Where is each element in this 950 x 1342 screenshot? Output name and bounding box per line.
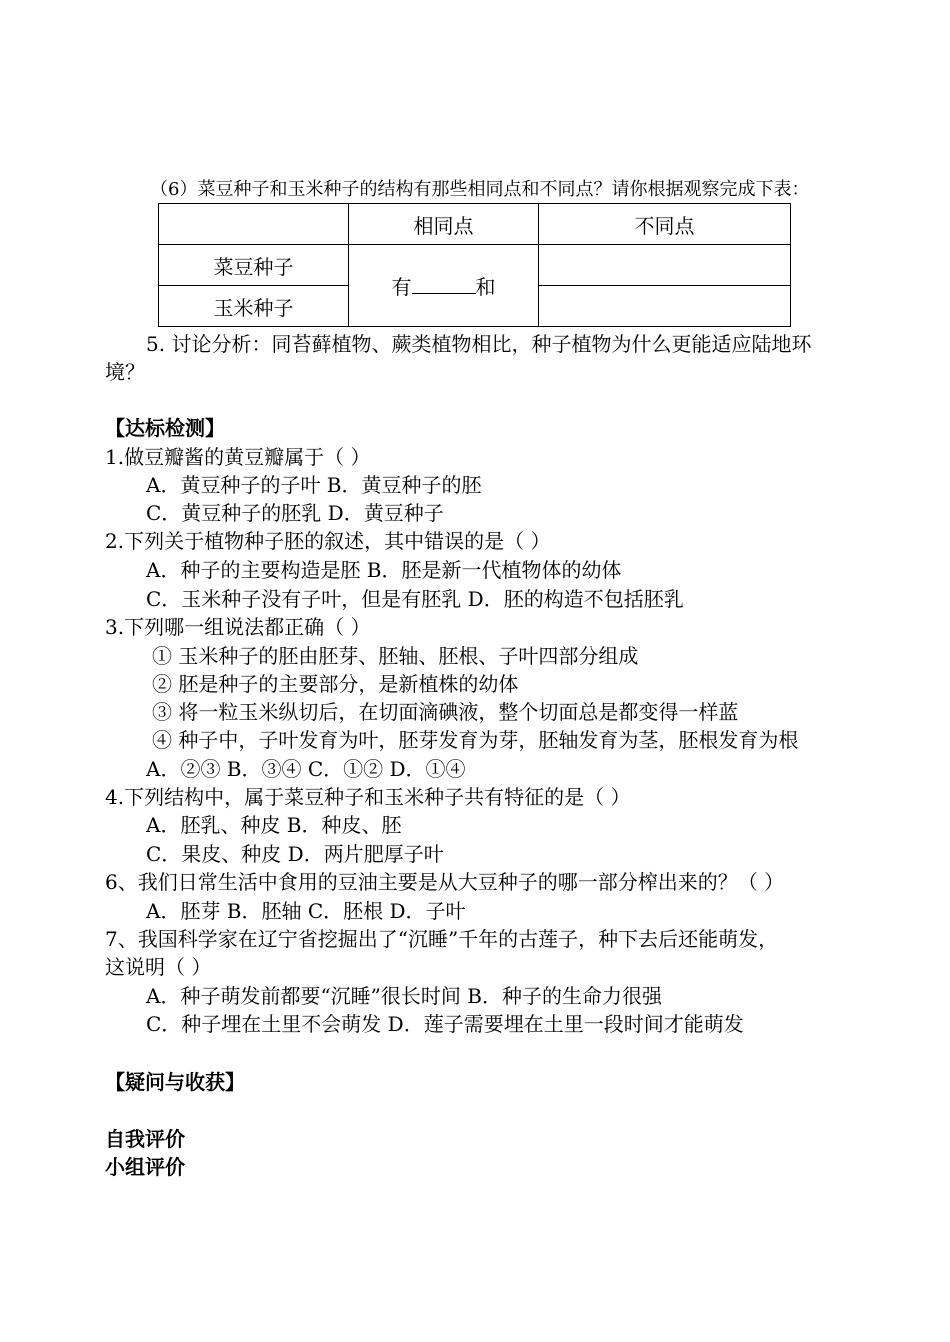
q4-options-line1: A．胚乳、种皮 B．种皮、胚 xyxy=(146,813,402,837)
question-4: 4.下列结构中，属于菜豆种子和玉米种子共有特征的是（ ） xyxy=(105,785,631,809)
question-6-intro: （6）菜豆种子和玉米种子的结构有那些相同点和不同点？请你根据观察完成下表： xyxy=(150,179,810,200)
section-test-heading: 【达标检测】 xyxy=(105,416,225,440)
question-7-line1: 7、我国科学家在辽宁省挖掘出了“沉睡”千年的古莲子，种下去后还能萌发， xyxy=(105,927,779,951)
q3-options: A．②③ B．③④ C．①② D．①④ xyxy=(146,757,466,781)
q3-statement-3: ③ 将一粒玉米纵切后，在切面滴碘液，整个切面总是都变得一样蓝 xyxy=(152,700,739,724)
diff-cell-corn[interactable] xyxy=(539,286,791,327)
comparison-table xyxy=(158,203,791,327)
q4-options-line2: C．果皮、种皮 D．两片肥厚子叶 xyxy=(146,842,444,866)
q1-options-line2: C．黄豆种子的胚乳 D．黄豆种子 xyxy=(146,501,444,525)
q2-options-line1: A．种子的主要构造是胚 B．胚是新一代植物体的幼体 xyxy=(146,558,622,582)
section-reflect-heading: 【疑问与收获】 xyxy=(105,1070,245,1094)
question-7-line2: 这说明（ ） xyxy=(105,955,212,979)
q3-statement-4: ④ 种子中，子叶发育为叶，胚芽发育为芽，胚轴发育为茎，胚根发育为根 xyxy=(152,728,799,752)
question-3: 3.下列哪一组说法都正确（ ） xyxy=(105,615,371,639)
header-diff: 不同点 xyxy=(539,204,791,245)
discussion-line1: 5. 讨论分析：同苔藓植物、蕨类植物相比，种子植物为什么更能适应陆地环 xyxy=(146,332,812,356)
table-corner-cell xyxy=(159,204,349,245)
q6-options: A．胚芽 B．胚轴 C．胚根 D．子叶 xyxy=(146,899,466,923)
q3-statement-2: ② 胚是种子的主要部分，是新植株的幼体 xyxy=(152,672,519,696)
self-evaluation: 自我评价 xyxy=(105,1127,185,1151)
q7-options-line1: A．种子萌发前都要“沉睡”很长时间 B．种子的生命力很强 xyxy=(146,984,662,1008)
same-cell xyxy=(349,245,539,327)
question-6: 6、我们日常生活中食用的豆油主要是从大豆种子的哪一部分榨出来的？（ ） xyxy=(105,870,785,894)
fill-blank[interactable] xyxy=(412,271,476,294)
header-same: 相同点 xyxy=(349,204,539,245)
question-2: 2.下列关于植物种子胚的叙述，其中错误的是（ ） xyxy=(105,529,551,553)
question-1: 1.做豆瓣酱的黄豆瓣属于（ ） xyxy=(105,445,371,469)
row-corn-seed: 玉米种子 xyxy=(159,286,349,327)
discussion-line2: 境？ xyxy=(105,360,145,384)
q1-options-line1: A．黄豆种子的子叶 B．黄豆种子的胚 xyxy=(146,473,482,497)
q7-options-line2: C．种子埋在土里不会萌发 D．莲子需要埋在土里一段时间才能萌发 xyxy=(146,1012,744,1036)
same-suffix: 和 xyxy=(475,275,496,299)
group-evaluation: 小组评价 xyxy=(105,1155,185,1179)
q3-statement-1: ① 玉米种子的胚由胚芽、胚轴、胚根、子叶四部分组成 xyxy=(152,644,639,668)
diff-cell-bean[interactable] xyxy=(539,245,791,286)
same-prefix: 有 xyxy=(391,275,412,299)
q2-options-line2: C．玉米种子没有子叶，但是有胚乳 D．胚的构造不包括胚乳 xyxy=(146,587,684,611)
row-bean-seed: 菜豆种子 xyxy=(159,245,349,286)
